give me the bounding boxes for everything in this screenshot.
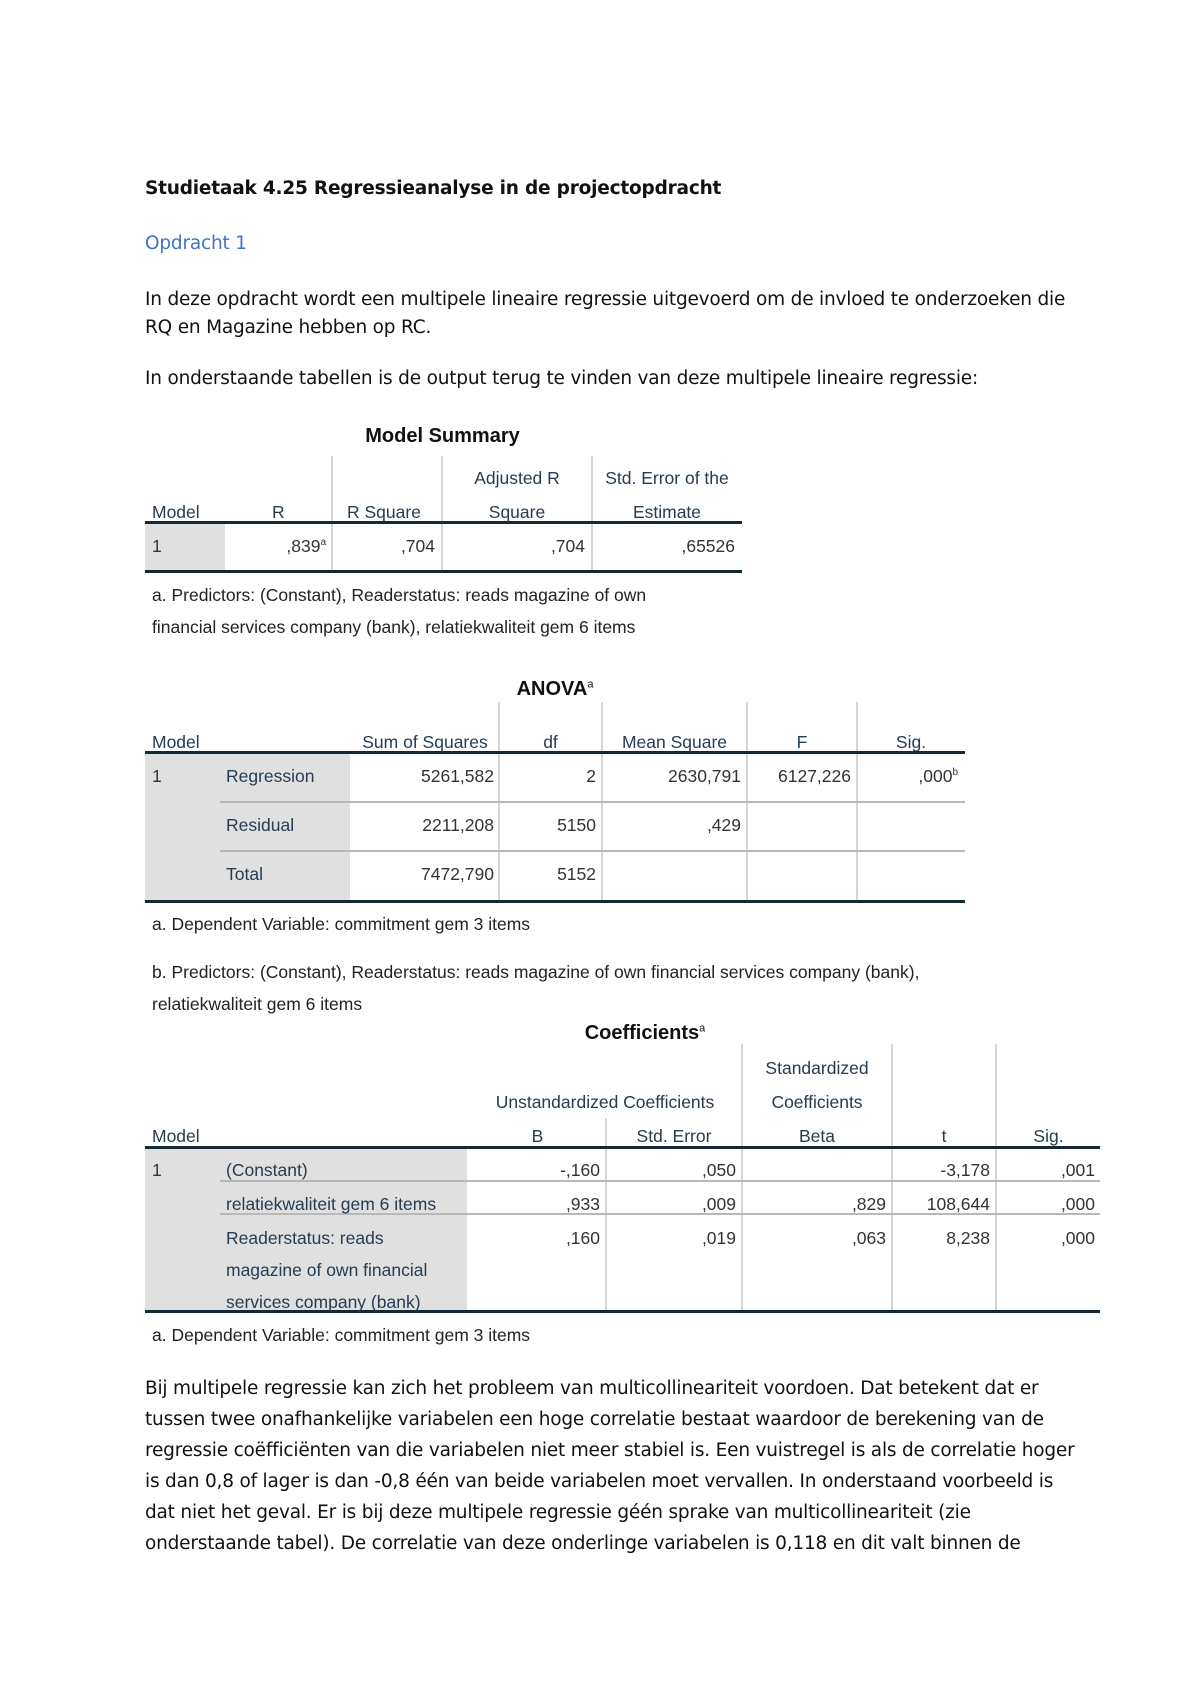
coef-row-label: (Constant) [226, 1160, 308, 1180]
anova-header-ms: Mean Square [621, 732, 728, 752]
coef-header-model: Model [152, 1126, 200, 1146]
coef-note: a. Dependent Variable: commitment gem 3 items [152, 1325, 531, 1345]
coef-cell: ,000 [1060, 1194, 1095, 1214]
model-summary-title: Model Summary [365, 425, 520, 447]
coef-cell: ,933 [565, 1194, 600, 1214]
coef-cell: 8,238 [946, 1228, 990, 1248]
anova-cell: 5150 [557, 815, 596, 835]
coefficients-title: Coefficients$^a$ [584, 1022, 706, 1044]
anova-cell: 2 [586, 766, 596, 786]
ms-model-1: 1 [152, 536, 162, 556]
anova-cell: 7472,790 [421, 864, 494, 884]
anova-cell: 2211,208 [422, 815, 494, 835]
ms-header-model: Model [152, 502, 200, 522]
ms-r-square-value: ,704 [400, 536, 435, 556]
ms-note-2: financial services company (bank), relatiekwaliteit gem 6 items [152, 617, 636, 637]
coef-header-unstandardized: Unstandardized Coefficients [495, 1092, 715, 1112]
coef-cell: ,000 [1060, 1228, 1095, 1248]
coef-cell: ,009 [701, 1194, 736, 1214]
ms-header-adjusted-1: Adjusted R [474, 468, 560, 488]
coef-row-label: Readerstatus: reads [226, 1228, 384, 1248]
output-paragraph: In onderstaande tabellen is de output terug te vinden van deze multipele lineaire regressie: [145, 368, 978, 389]
anova-cell: 5261,582 [421, 766, 494, 786]
coef-model-1: 1 [152, 1160, 162, 1180]
coef-cell: ,050 [701, 1160, 736, 1180]
coef-row-label: services company (bank) [226, 1292, 421, 1312]
ms-std-error-value: ,65526 [681, 536, 735, 556]
anova-cell: 5152 [557, 864, 596, 884]
assignment-heading: Opdracht 1 [145, 233, 247, 254]
coef-row-label: relatiekwaliteit gem 6 items [226, 1194, 437, 1214]
ms-header-r: R [272, 502, 285, 522]
anova-header-f: F [796, 732, 808, 752]
ms-header-r-square: R Square [347, 502, 421, 522]
coef-cell: 108,644 [926, 1194, 990, 1214]
anova-title: ANOVA$^a$ [516, 678, 594, 700]
anova-note-b-2: relatiekwaliteit gem 6 items [152, 994, 363, 1014]
ms-r-value: ,839$^a$ [286, 536, 326, 556]
coef-cell: ,063 [851, 1228, 886, 1248]
anova-model-1: 1 [152, 766, 162, 786]
anova-header-ss: Sum of Squares [362, 732, 488, 752]
coef-header-t: t [941, 1126, 947, 1146]
anova-cell: 6127,226 [778, 766, 851, 786]
anova-header-df: df [543, 732, 558, 752]
coef-cell: -,160 [560, 1160, 600, 1180]
anova-row-label: Residual [226, 815, 295, 835]
coef-header-standardized-1: Standardized [765, 1058, 869, 1078]
coef-header-b: B [531, 1126, 544, 1146]
coef-cell: ,001 [1060, 1160, 1095, 1180]
ms-header-adjusted-2: Square [488, 502, 546, 522]
ms-note-1: a. Predictors: (Constant), Readerstatus: reads magazine of own [152, 585, 647, 605]
ms-adjusted-value: ,704 [550, 536, 585, 556]
anova-cell: ,429 [706, 815, 741, 835]
coef-header-sig: Sig. [1033, 1126, 1064, 1146]
anova-cell: 2630,791 [668, 766, 741, 786]
coef-cell: ,829 [851, 1194, 886, 1214]
coef-cell: ,019 [701, 1228, 736, 1248]
coef-cell: ,160 [565, 1228, 600, 1248]
anova-header-model: Model [152, 732, 200, 752]
coef-header-std-error: Std. Error [636, 1126, 712, 1146]
ms-header-std-error-1: Std. Error of the [605, 468, 729, 488]
intro-paragraph: In deze opdracht wordt een multipele lineaire regressie uitgevoerd om de invloed te onderzoeken die RQ en Magazine hebben op RC. [145, 289, 1066, 338]
document-title: Studietaak 4.25 Regressieanalyse in de projectopdracht [145, 178, 722, 199]
anova-note-a: a. Dependent Variable: commitment gem 3 items [152, 914, 531, 934]
anova-note-b-1: b. Predictors: (Constant), Readerstatus: reads magazine of own financial services company (bank), [152, 962, 920, 982]
anova-header-sig: Sig. [895, 732, 927, 752]
coef-header-beta: Beta [799, 1126, 835, 1146]
ms-header-std-error-2: Estimate [632, 502, 702, 522]
coef-row-label: magazine of own financial [226, 1260, 428, 1280]
coef-cell: -3,178 [940, 1160, 990, 1180]
anova-row-label: Total [226, 864, 263, 884]
multicollinearity-paragraph: Bij multipele regressie kan zich het probleem van multicollineariteit voordoen. Dat betekent dat er tussen twee onafhankelijke variabelen een hoge correlatie bestaat waardoor de berekening van de regressie coëfficiënten van die variabelen niet meer stabiel is. Een vuistregel is als de correlatie hoger is dan 0,8 of lager is dan -0,8 één van beide variabelen moet vervallen. In onderstaand voorbeeld is dat niet het geval. Er is bij deze multipele regressie géén sprake van multicollineariteit (zie onderstaande tabel). De correlatie van deze onderlinge variabelen is 0,118 en dit valt binnen de [145, 1378, 1075, 1554]
anova-row-label: Regression [226, 766, 315, 786]
anova-cell: ,000$^b$ [918, 766, 958, 786]
coef-header-standardized-2: Coefficients [771, 1092, 863, 1112]
